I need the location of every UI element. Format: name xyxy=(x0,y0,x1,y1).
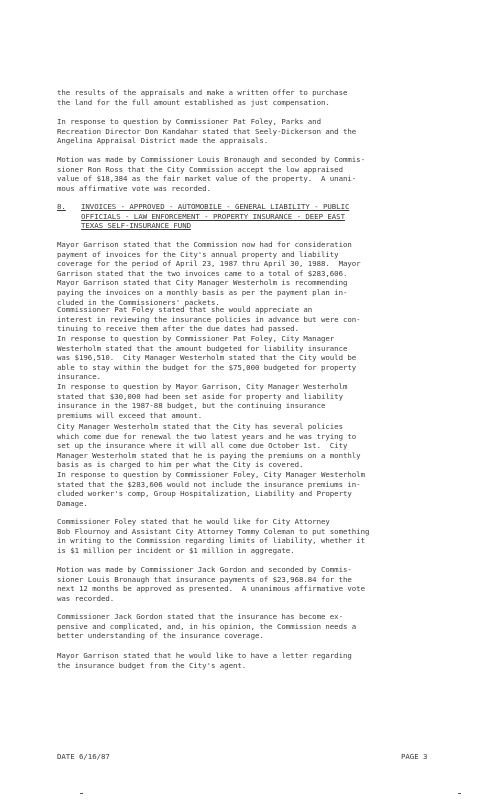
paragraph-set-aside: In response to question by Mayor Garrison, City Manager Westerholm stated that $30,000 had been set aside for property and liability insurance in the 1987-88 budget, but the continuing insurance premiums will exceed that amount. xyxy=(57,382,348,420)
paragraph-budget: In response to question by Commissioner Pat Foley, City Manager Westerholm stated that the amount budgeted for liability insurance was $196,510. City Manager Westerholm stated that the City would be able to stay within the budget for the $75,000 budgeted for property insurance. xyxy=(57,334,357,382)
section-heading xyxy=(57,202,457,240)
paragraph-appraisers: In response to question by Commissioner Pat Foley, Parks and Recreation Director Don Kandahar stated that Seely-Dickerson and the Angelina Appraisal District made the appraisals. xyxy=(57,117,357,146)
paragraph-limits: Commissioner Foley stated that he would like for City Attorney Bob Flournoy and Assistant City Attorney Tommy Coleman to put something in writing to the Commission regarding limits of liability, whether it is $1 million per incident or $1 million in aggregate. xyxy=(57,517,370,555)
scan-artifact xyxy=(80,793,83,794)
paragraph-letter: Mayor Garrison stated that he would like to have a letter regarding the insurance budget from the City's agent. xyxy=(57,651,352,670)
scan-artifact xyxy=(458,793,461,794)
paragraph-motion-appraised-value: Motion was made by Commissioner Louis Bronaugh and seconded by Commis- sioner Ron Ross that the City Commission accept the low appraised value of $18,384 as the fair market value of the property. A unani- mous affirmative vote was recorded. xyxy=(57,155,365,193)
section-number: 8. xyxy=(57,202,66,211)
paragraph-foley-review: Commissioner Pat Foley stated that she would appreciate an interest in reviewing the insurance policies in advance but were con- tinuing to receive them after the due dates had passed. xyxy=(57,305,361,334)
footer-page-number: PAGE 3 xyxy=(401,752,428,761)
paragraph-renewal: City Manager Westerholm stated that the City has several policies which come due for renewal the two latest years and he was trying to set up the insurance where it will all come due October 1st. City Manager Westerholm stated that he is paying the premiums on a monthly basis as is charged to him per what the City is covered. xyxy=(57,422,361,470)
paragraph-understanding: Commissioner Jack Gordon stated that the insurance has become ex- pensive and complicated, and, in his opinion, the Commission needs a better understanding of the insurance coverage. xyxy=(57,612,357,641)
paragraph-premiums: In response to question by Commissioner Foley, City Manager Westerholm stated that the $283,606 would not include the insurance premiums in- cluded worker's comp, Group Hospitalization, Liability and Property Damage. xyxy=(57,470,365,508)
section-title: INVOICES - APPROVED - AUTOMOBILE - GENERAL LIABILITY - PUBLIC OFFICIALS - LAW ENFORCEMENT - PROPERTY INSURANCE - DEEP EAST TEXAS SELF-INSURANCE FUND xyxy=(81,202,350,231)
footer-date: DATE 6/16/87 xyxy=(57,752,110,761)
paragraph-invoices: Mayor Garrison stated that the Commission now had for consideration payment of invoices for the City's annual property and liability coverage for the period of April 23, 1987 thru April 30, 1988. Mayor Garrison stated that the two invoices came to a total of $283,606. Mayor Garrison stated that City Manager Westerholm is recommending paying the invoices on a monthly basis as per the payment plan in- cluded in the Commissioners' packets. xyxy=(57,240,361,307)
paragraph-motion-payments: Motion was made by Commissioner Jack Gordon and seconded by Commis- sioner Louis Bronaugh that insurance payments of $23,968.84 for the next 12 months be approved as presented. A unanimous affirmative vote was recorded. xyxy=(57,565,365,603)
paragraph-appraisal-offer: the results of the appraisals and make a written offer to purchase the land for the full amount established as just compensation. xyxy=(57,88,348,107)
